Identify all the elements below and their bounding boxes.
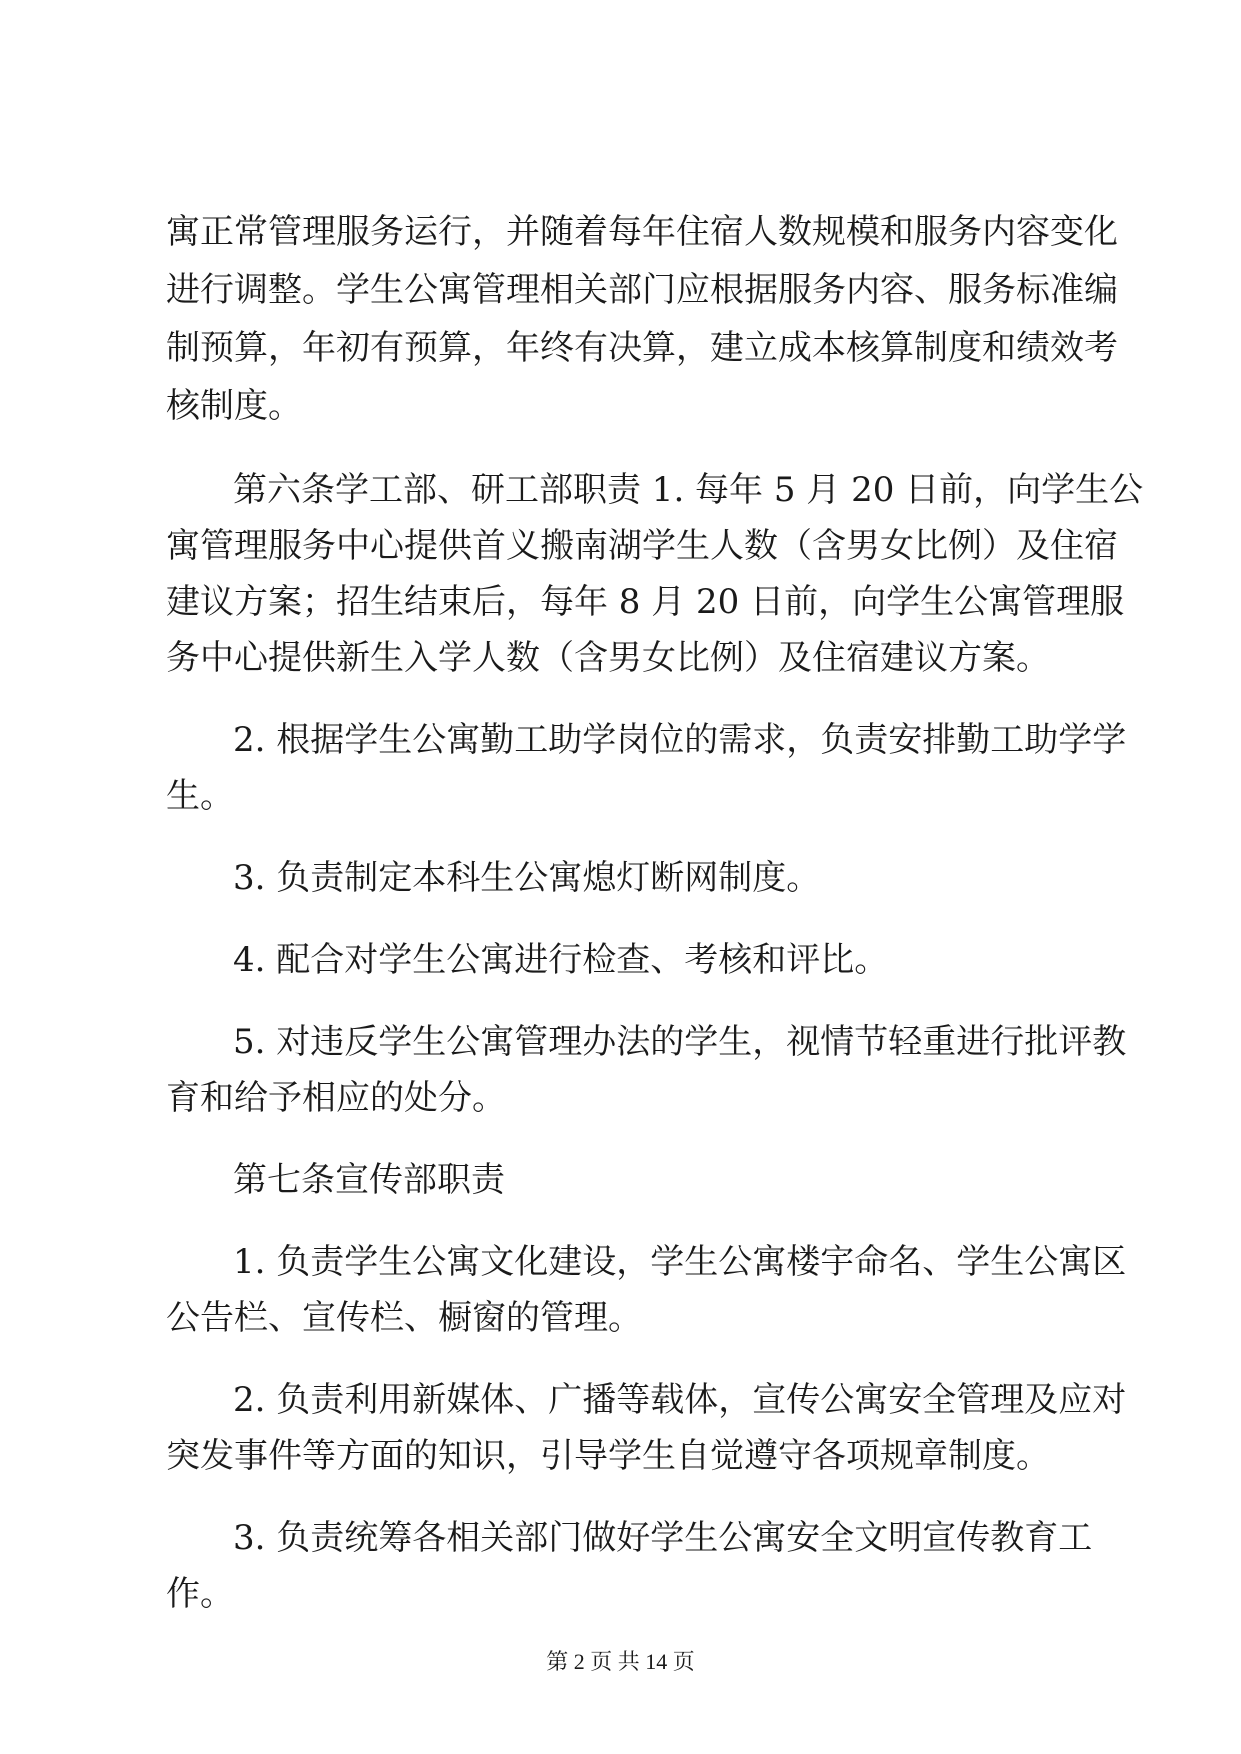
text-line: 2. 负责利用新媒体、广播等载体，宣传公寓安全管理及应对: [233, 1380, 1127, 1420]
text-line: 制预算，年初有预算，年终有决算，建立成本核算制度和绩效考: [166, 328, 1118, 368]
text-line: 1. 负责学生公寓文化建设，学生公寓楼宇命名、学生公寓区: [233, 1242, 1127, 1282]
text-line: 突发事件等方面的知识，引导学生自觉遵守各项规章制度。: [166, 1436, 1050, 1476]
section-heading: 第七条宣传部职责: [233, 1160, 505, 1200]
text-line: 进行调整。学生公寓管理相关部门应根据服务内容、服务标准编: [166, 270, 1118, 310]
text-line: 2. 根据学生公寓勤工助学岗位的需求，负责安排勤工助学学: [233, 720, 1127, 760]
text-line: 4. 配合对学生公寓进行检查、考核和评比。: [233, 940, 889, 980]
text-line: 公告栏、宣传栏、橱窗的管理。: [166, 1298, 642, 1338]
page-number: 第 2 页 共 14 页: [546, 1649, 695, 1674]
text-line: 第六条学工部、研工部职责 1. 每年 5 月 20 日前，向学生公: [233, 470, 1144, 510]
text-line: 3. 负责制定本科生公寓熄灯断网制度。: [233, 858, 821, 898]
text-line: 核制度。: [166, 386, 302, 426]
text-line: 育和给予相应的处分。: [166, 1078, 506, 1118]
text-line: 作。: [166, 1574, 234, 1614]
text-line: 寓管理服务中心提供首义搬南湖学生人数（含男女比例）及住宿: [166, 526, 1118, 566]
text-line: 务中心提供新生入学人数（含男女比例）及住宿建议方案。: [166, 638, 1050, 678]
text-line: 3. 负责统筹各相关部门做好学生公寓安全文明宣传教育工: [233, 1518, 1093, 1558]
text-line: 寓正常管理服务运行，并随着每年住宿人数规模和服务内容变化: [166, 212, 1118, 252]
text-line: 生。: [166, 776, 234, 816]
text-line: 建议方案；招生结束后，每年 8 月 20 日前，向学生公寓管理服: [166, 582, 1125, 622]
text-line: 5. 对违反学生公寓管理办法的学生，视情节轻重进行批评教: [233, 1022, 1127, 1062]
